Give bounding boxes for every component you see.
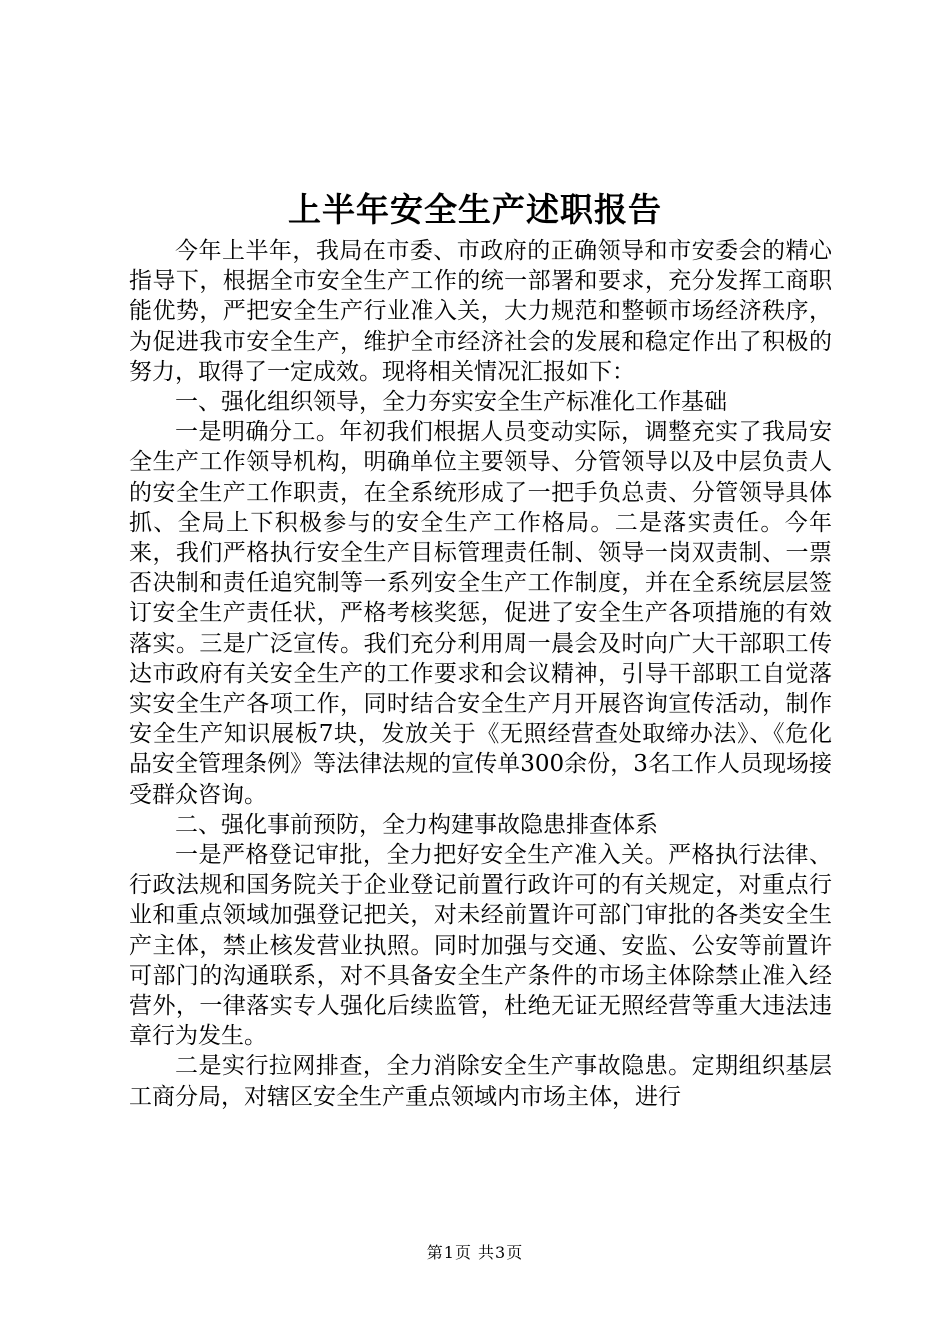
document-body	[129, 236, 832, 1112]
page-footer: 第1页 共3页	[426, 1243, 524, 1262]
section-heading-2: 二、强化事前预防，全力构建事故隐患排查体系	[175, 811, 658, 838]
paragraph-section-1: 一是明确分工。年初我们根据人员变动实际，调整充实了我局安全生产工作领导机构，明确单位主要领导、分管领导以及中层负责人的安全生产工作职责，在全系统形成了一把手负总责、分管领导具体抓、全局上下积极参与的安全生产工作格局。二是落实责任。今年来，我们严格执行安全生产目标管理责任制、领导一岗双责制、一票否决制和责任追究制等一系列安全生产工作制度，并在全系统层层签订安全生产责任状，严格考核奖惩，促进了安全生产各项措施的有效落实。三是广泛宣传。我们充分利用周一晨会及时向广大干部职工传达市政府有关安全生产的工作要求和会议精神，引导干部职工自觉落实安全生产各项工作，同时结合安全生产月开展咨询宣传活动，制作安全生产知识展板7块，发放关于《无照经营查处取缔办法》、《危化品安全管理条例》等法律法规的宣传单300余份，3名工作人员现场接受群众咨询。	[129, 419, 832, 808]
section-heading-1: 一、强化组织领导，全力夯实安全生产标准化工作基础	[175, 389, 727, 416]
paragraph-section-2b: 二是实行拉网排查，全力消除安全生产事故隐患。定期组织基层工商分局，对辖区安全生产重点领域内市场主体，进行	[129, 1053, 832, 1110]
document-title: 上半年安全生产述职报告	[288, 190, 662, 229]
paragraph-intro: 今年上半年，我局在市委、市政府的正确领导和市安委会的精心指导下，根据全市安全生产工作的统一部署和要求，充分发挥工商职能优势，严把安全生产行业准入关，大力规范和整顿市场经济秩序，为促进我市安全生产，维护全市经济社会的发展和稳定作出了积极的努力，取得了一定成效。现将相关情况汇报如下：	[129, 238, 832, 385]
paragraph-section-2a: 一是严格登记审批，全力把好安全生产准入关。严格执行法律、行政法规和国务院关于企业登记前置行政许可的有关规定，对重点行业和重点领域加强登记把关，对未经前置许可部门审批的各类安全生产主体，禁止核发营业执照。同时加强与交通、安监、公安等前置许可部门的沟通联系，对不具备安全生产条件的市场主体除禁止准入经营外，一律落实专人强化后续监管，杜绝无证无照经营等重大违法违章行为发生。	[129, 842, 832, 1050]
